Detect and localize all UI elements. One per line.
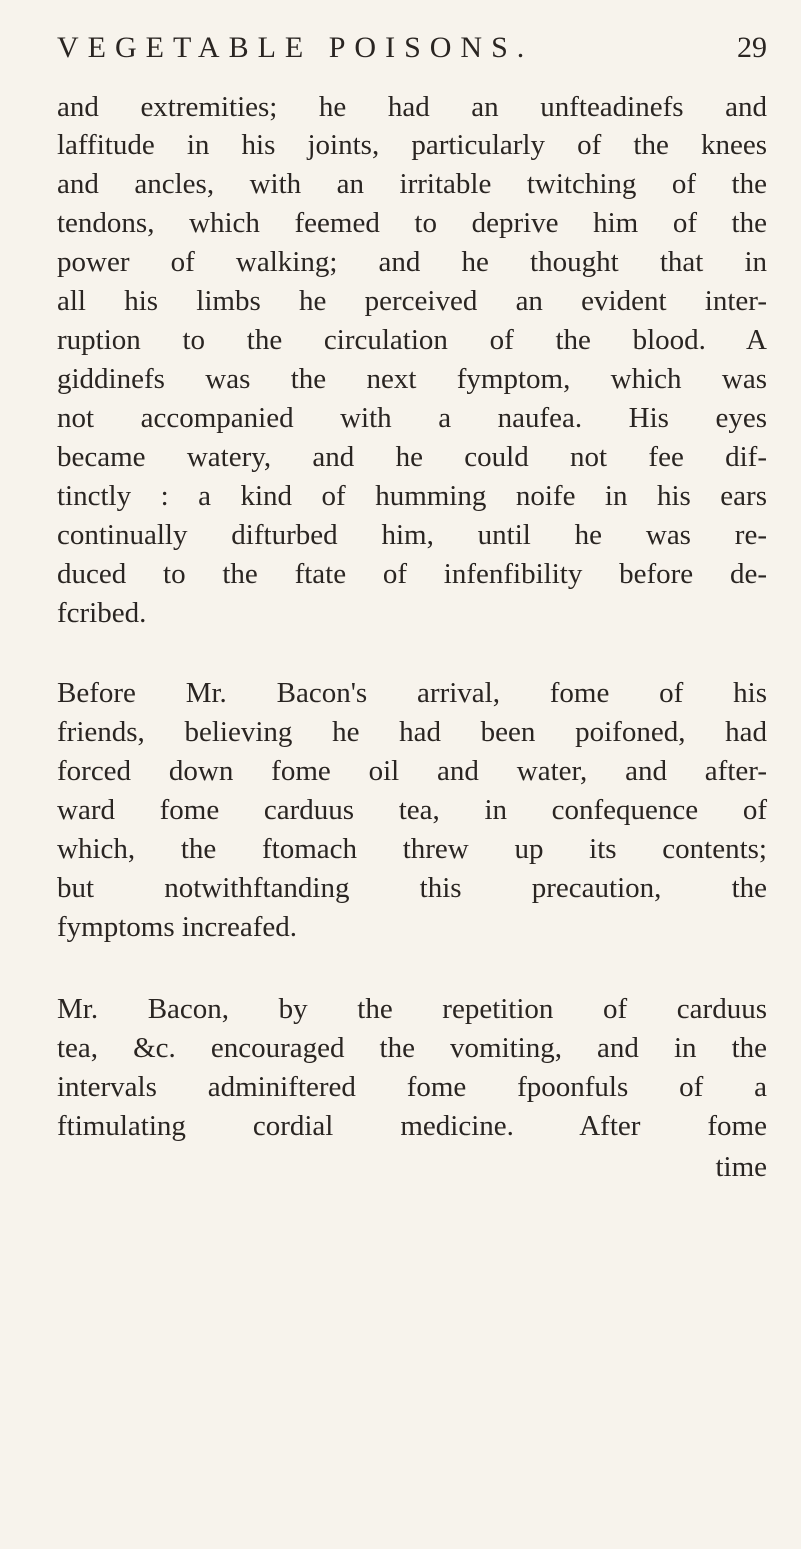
- text-line: power of walking; and he thought that in: [57, 246, 767, 278]
- text-line: friends, believing he had been poifoned, had: [57, 716, 767, 748]
- text-line: tea, &c. encouraged the vomiting, and in the: [57, 1032, 767, 1064]
- text-line: and ancles, with an irritable twitching of the: [57, 168, 767, 200]
- text-line: Mr. Bacon, by the repetition of carduus: [57, 993, 767, 1025]
- text-line: fcribed.: [57, 597, 147, 629]
- text-line: laffitude in his joints, particularly of the knees: [57, 129, 767, 161]
- text-line: not accompanied with a naufea. His eyes: [57, 402, 767, 434]
- text-line: all his limbs he perceived an evident inter-: [57, 285, 767, 317]
- text-line: giddinefs was the next fymptom, which was: [57, 363, 767, 395]
- running-header: [57, 30, 767, 70]
- text-line: ward fome carduus tea, in confequence of: [57, 794, 767, 826]
- text-line: Before Mr. Bacon's arrival, fome of his: [57, 677, 767, 709]
- text-line: intervals adminiftered fome fpoonfuls of a: [57, 1071, 767, 1103]
- text-line: tinctly : a kind of humming noife in his ears: [57, 480, 767, 512]
- catchword: time: [715, 1151, 767, 1183]
- text-line: continually difturbed him, until he was re-: [57, 519, 767, 551]
- text-line: ruption to the circulation of the blood. A: [57, 324, 767, 356]
- text-line: duced to the ftate of infenfibility before de-: [57, 558, 767, 590]
- text-line: which, the ftomach threw up its contents;: [57, 833, 767, 865]
- text-line: became watery, and he could not fee dif-: [57, 441, 767, 473]
- text-line: and extremities; he had an unfteadinefs and: [57, 91, 767, 123]
- text-line: forced down fome oil and water, and after-: [57, 755, 767, 787]
- text-line: fymptoms increafed.: [57, 911, 297, 943]
- running-title: VEGETABLE POISONS.: [57, 31, 534, 64]
- text-line: tendons, which feemed to deprive him of the: [57, 207, 767, 239]
- text-line: ftimulating cordial medicine. After fome: [57, 1110, 767, 1142]
- page-number: 29: [737, 31, 767, 64]
- text-line: but notwithftanding this precaution, the: [57, 872, 767, 904]
